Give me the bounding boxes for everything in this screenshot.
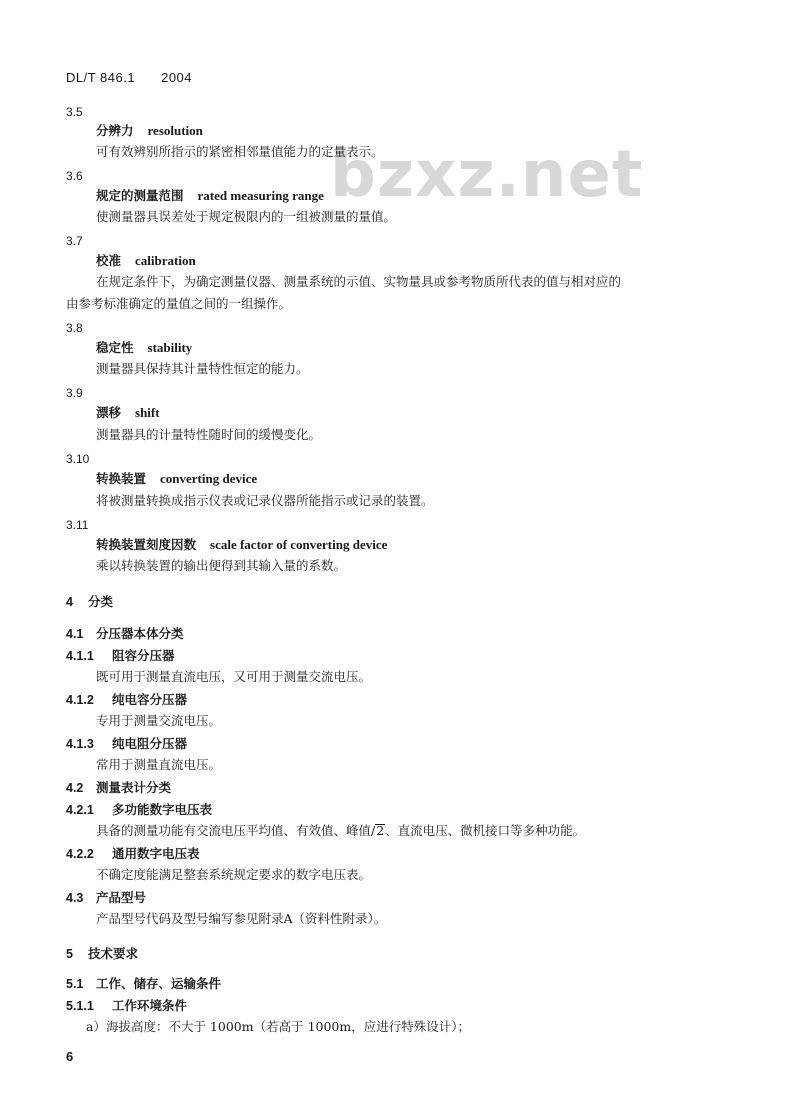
section-number: 5 [66, 947, 73, 961]
subsection-number: 5.1 [66, 977, 84, 991]
subsection-number: 4.1 [66, 627, 84, 641]
subsection-number: 4.3 [66, 891, 84, 905]
term-definition: 使测量器具误差处于规定极限内的一组被测量的量值。 [96, 209, 397, 224]
term-en: calibration [135, 253, 196, 268]
subsubsection-heading [66, 802, 212, 818]
clause-text: 不确定度能满足整套系统规定要求的数字电压表。 [96, 867, 372, 882]
term-heading [96, 188, 324, 204]
section-heading [66, 594, 113, 610]
section-title: 技术要求 [88, 946, 139, 961]
term-heading [96, 340, 192, 356]
clause-number: 3.9 [66, 386, 83, 400]
clause-number: 3.6 [66, 169, 83, 183]
section-heading [66, 946, 138, 962]
list-item: a）海拔高度：不大于 1000m（若高于 1000m，应进行特殊设计）； [86, 1019, 470, 1034]
term-en: resolution [147, 123, 203, 138]
subsection-heading [66, 890, 146, 906]
term-definition: 测量器具保持其计量特性恒定的能力。 [96, 361, 309, 376]
standard-year: 2004 [161, 70, 193, 85]
term-heading [96, 123, 203, 139]
term-cn: 漂移 [96, 405, 122, 420]
clause-text-part: 具备的测量功能有交流电压平均值、有效值、峰值/ [96, 823, 376, 838]
clause-number: 3.8 [66, 321, 83, 335]
term-heading [96, 405, 160, 421]
term-heading [96, 253, 196, 269]
subsubsection-number: 4.2.2 [66, 847, 94, 861]
section-number: 4 [66, 595, 73, 609]
clause-number: 3.11 [66, 518, 89, 532]
subsubsection-heading [66, 648, 175, 664]
subsection-title: 分压器本体分类 [96, 626, 184, 641]
term-definition: 可有效辨别所指示的紧密相邻量值能力的定量表示。 [96, 144, 384, 159]
term-cn: 校准 [96, 253, 122, 268]
subsubsection-number: 4.1.3 [66, 737, 94, 751]
subsubsection-heading [66, 998, 187, 1014]
term-en: rated measuring range [197, 188, 324, 203]
clause-number: 3.5 [66, 105, 83, 119]
subsection-title: 工作、储存、运输条件 [96, 976, 222, 991]
subsubsection-title: 阻容分压器 [112, 648, 175, 663]
clause-text-part: 、直流电压、微机接口等多种功能。 [385, 823, 586, 838]
term-heading [96, 471, 257, 487]
subsubsection-heading [66, 846, 200, 862]
clause-text: 既可用于测量直流电压，又可用于测量交流电压。 [96, 669, 372, 684]
term-cn: 稳定性 [96, 340, 134, 355]
standard-code: DL/T 846.1 [66, 70, 136, 85]
clause-text: 专用于测量交流电压。 [96, 713, 222, 728]
subsubsection-title: 工作环境条件 [112, 998, 188, 1013]
term-cn: 分辨力 [96, 123, 134, 138]
term-en: shift [135, 405, 160, 420]
sqrt-radicand: 2 [376, 823, 385, 838]
term-en: stability [147, 340, 193, 355]
subsubsection-number: 5.1.1 [66, 999, 94, 1013]
term-definition: 乘以转换装置的输出便得到其输入量的系数。 [96, 558, 347, 573]
subsubsection-title: 纯电阻分压器 [112, 736, 188, 751]
subsection-number: 4.2 [66, 781, 84, 795]
term-definition-continued: 由参考标准确定的量值之间的一组操作。 [66, 296, 292, 311]
term-heading [96, 537, 387, 553]
term-definition: 将被测量转换成指示仪表或记录仪器所能指示或记录的装置。 [96, 493, 434, 508]
subsubsection-number: 4.2.1 [66, 803, 94, 817]
term-en: scale factor of converting device [210, 537, 388, 552]
subsection-title: 产品型号 [96, 890, 147, 905]
clause-number: 3.10 [66, 452, 90, 466]
term-definition: 在规定条件下，为确定测量仪器、测量系统的示值、实物量具或参考物质所代表的值与相对应的 [96, 274, 622, 289]
subsubsection-title: 通用数字电压表 [112, 846, 200, 861]
section-title: 分类 [88, 594, 114, 609]
subsubsection-heading [66, 736, 187, 752]
subsubsection-number: 4.1.1 [66, 649, 94, 663]
page-number: 6 [66, 1049, 74, 1064]
term-cn: 转换装置 [96, 471, 147, 486]
term-cn: 规定的测量范围 [96, 188, 184, 203]
clause-text [96, 823, 585, 839]
subsubsection-heading [66, 692, 187, 708]
page-header [66, 70, 192, 85]
subsubsection-title: 多功能数字电压表 [112, 802, 213, 817]
clause-number: 3.7 [66, 234, 83, 248]
term-cn: 转换装置刻度因数 [96, 537, 197, 552]
subsection-heading [66, 626, 184, 642]
subsection-title: 测量表计分类 [96, 780, 172, 795]
subsection-heading [66, 780, 171, 796]
clause-text: 产品型号代码及型号编写参见附录A（资料性附录）。 [96, 911, 387, 926]
subsection-heading [66, 976, 221, 992]
clause-text: 常用于测量直流电压。 [96, 757, 222, 772]
term-definition: 测量器具的计量特性随时间的缓慢变化。 [96, 427, 322, 442]
subsubsection-number: 4.1.2 [66, 693, 94, 707]
subsubsection-title: 纯电容分压器 [112, 692, 188, 707]
watermark: bzxz.net [330, 138, 644, 212]
term-en: converting device [160, 471, 258, 486]
